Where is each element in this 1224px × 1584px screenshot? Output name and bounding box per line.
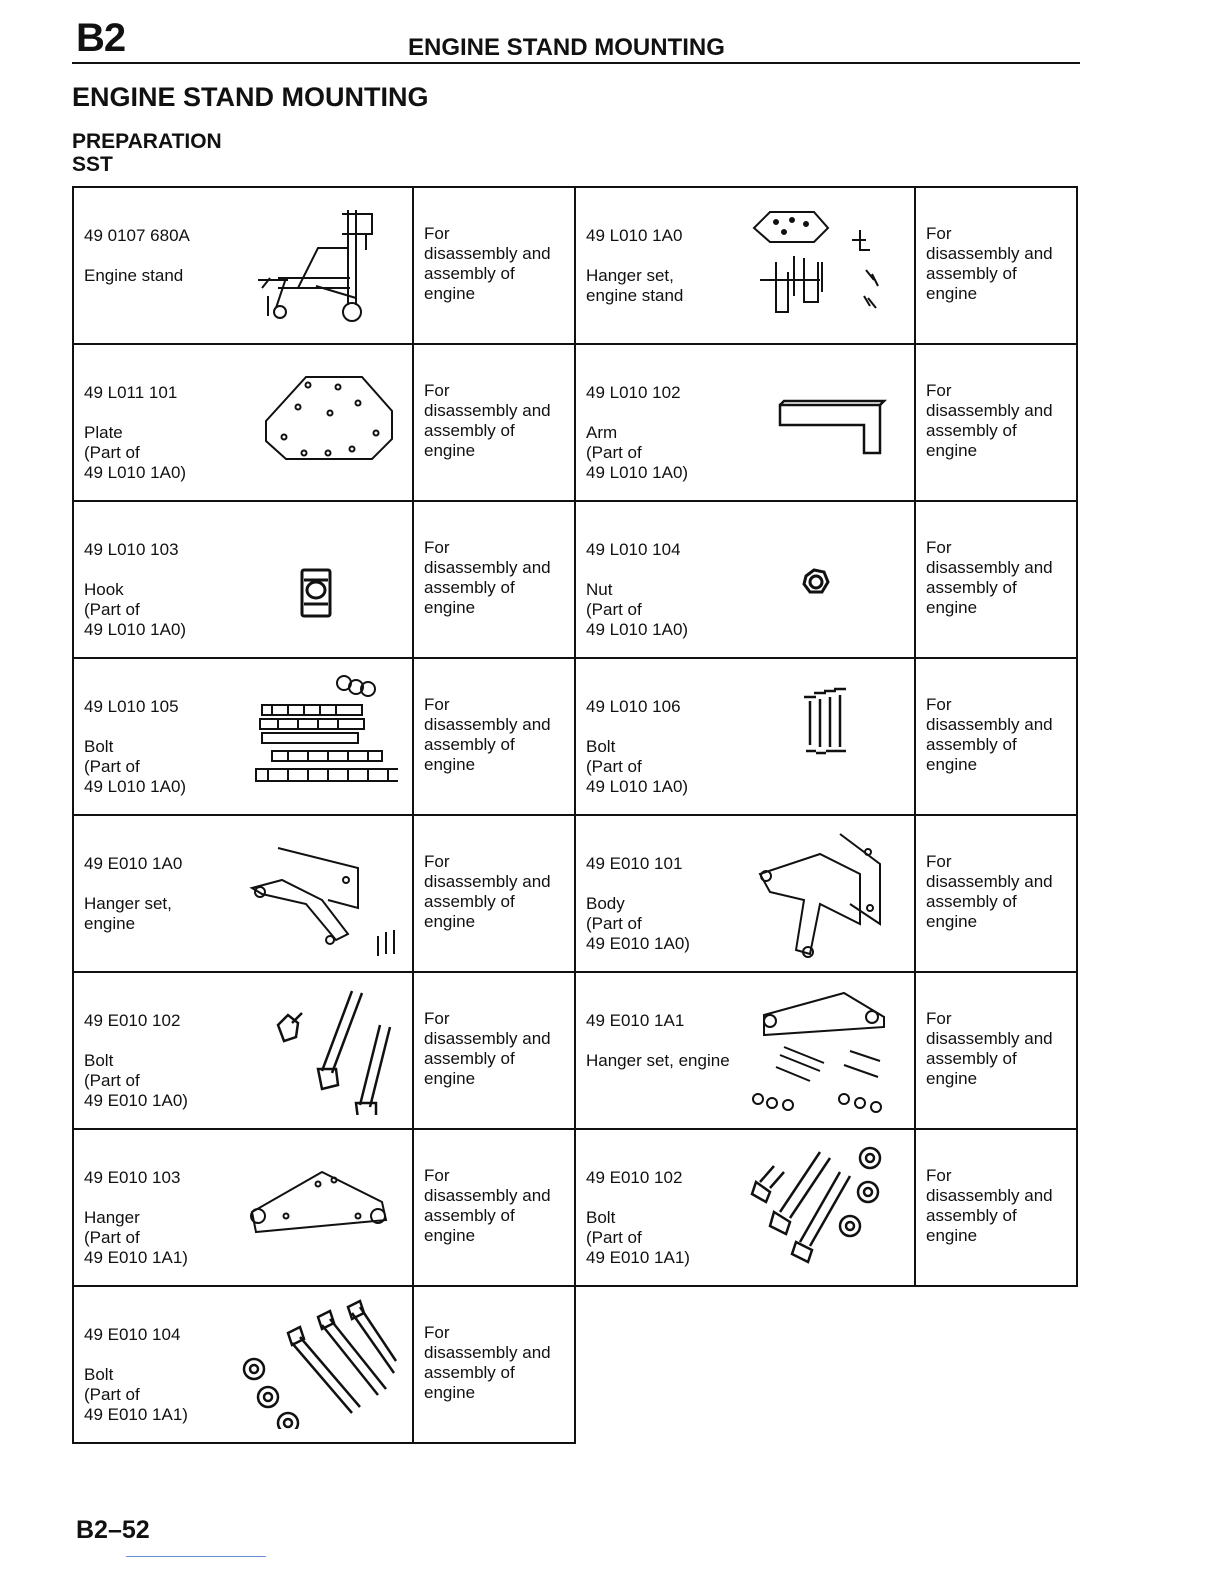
table-row bbox=[73, 1129, 1077, 1286]
nut-icon bbox=[740, 514, 900, 644]
use-text: For disassembly and assembly of engine bbox=[424, 852, 551, 931]
part-description: Hanger set, engine stand bbox=[586, 266, 684, 305]
part-number: 49 0107 680A bbox=[84, 226, 190, 245]
section-label: B2 bbox=[76, 16, 126, 60]
use-cell bbox=[915, 187, 1077, 344]
body-bracket-icon bbox=[740, 828, 900, 958]
part-description: Arm (Part of 49 L010 1A0) bbox=[586, 423, 689, 482]
sst-table bbox=[72, 186, 1078, 1444]
part-number: 49 L010 105 bbox=[84, 697, 179, 716]
use-text: For disassembly and assembly of engine bbox=[424, 695, 551, 774]
part-number: 49 E010 101 bbox=[586, 854, 683, 873]
use-text: For disassembly and assembly of engine bbox=[926, 1166, 1053, 1245]
use-text: For disassembly and assembly of engine bbox=[424, 1323, 551, 1402]
tool-cell bbox=[575, 1129, 915, 1286]
table-row bbox=[73, 972, 1077, 1129]
use-text: For disassembly and assembly of engine bbox=[926, 224, 1053, 303]
part-description: Bolt (Part of 49 L010 1A0) bbox=[84, 737, 187, 796]
use-cell bbox=[413, 815, 575, 972]
tool-cell bbox=[73, 1286, 413, 1443]
use-text: For disassembly and assembly of engine bbox=[926, 695, 1053, 774]
tool-cell bbox=[73, 972, 413, 1129]
page-title: ENGINE STAND MOUNTING bbox=[72, 82, 429, 112]
hanger-plate-icon bbox=[238, 1142, 398, 1272]
part-number: 49 L010 104 bbox=[586, 540, 681, 559]
part-description: Engine stand bbox=[84, 266, 184, 285]
tool-cell bbox=[73, 815, 413, 972]
header-rule bbox=[72, 62, 1080, 64]
use-text: For disassembly and assembly of engine bbox=[424, 538, 551, 617]
long-bolts-icon bbox=[238, 1299, 398, 1429]
tool-cell bbox=[73, 344, 413, 501]
use-text: For disassembly and assembly of engine bbox=[424, 224, 551, 303]
use-cell bbox=[413, 1129, 575, 1286]
part-number: 49 E010 1A1 bbox=[586, 1011, 685, 1030]
tool-cell bbox=[73, 187, 413, 344]
table-row bbox=[73, 658, 1077, 815]
footer-link-line bbox=[126, 1556, 266, 1557]
subheading-sst: SST bbox=[72, 153, 113, 176]
plate-icon bbox=[238, 357, 398, 487]
use-text: For disassembly and assembly of engine bbox=[926, 852, 1053, 931]
part-number: 49 E010 1A0 bbox=[84, 854, 183, 873]
table-row bbox=[73, 1286, 1077, 1443]
tool-cell bbox=[575, 815, 915, 972]
page-number: B2–52 bbox=[76, 1516, 150, 1544]
use-cell bbox=[915, 344, 1077, 501]
use-cell bbox=[413, 972, 575, 1129]
hanger-kit-icon bbox=[740, 985, 900, 1115]
use-cell bbox=[915, 1129, 1077, 1286]
part-number: 49 L010 103 bbox=[84, 540, 179, 559]
bolts-icon bbox=[238, 985, 398, 1115]
tool-cell bbox=[575, 344, 915, 501]
tool-cell bbox=[73, 658, 413, 815]
part-number: 49 L010 102 bbox=[586, 383, 681, 402]
bolts-washers-icon bbox=[740, 1142, 900, 1272]
use-text: For disassembly and assembly of engine bbox=[424, 1166, 551, 1245]
use-text: For disassembly and assembly of engine bbox=[926, 381, 1053, 460]
table-row bbox=[73, 344, 1077, 501]
use-text: For disassembly and assembly of engine bbox=[424, 381, 551, 460]
part-number: 49 E010 102 bbox=[84, 1011, 181, 1030]
part-description: Nut (Part of 49 L010 1A0) bbox=[586, 580, 689, 639]
part-number: 49 L010 1A0 bbox=[586, 226, 683, 245]
use-text: For disassembly and assembly of engine bbox=[926, 538, 1053, 617]
tool-cell bbox=[575, 501, 915, 658]
tool-cell bbox=[575, 972, 915, 1129]
hook-icon bbox=[238, 514, 398, 644]
subheading bbox=[72, 130, 222, 176]
hanger-bracket-icon bbox=[238, 828, 398, 958]
bolts-vertical-icon bbox=[740, 671, 900, 801]
part-description: Plate (Part of 49 L010 1A0) bbox=[84, 423, 187, 482]
part-description: Hanger set, engine bbox=[84, 894, 172, 933]
use-cell bbox=[413, 344, 575, 501]
use-text: For disassembly and assembly of engine bbox=[424, 1009, 551, 1088]
part-description: Bolt (Part of 49 E010 1A1) bbox=[84, 1365, 188, 1424]
tool-cell bbox=[73, 501, 413, 658]
hanger-set-icon bbox=[740, 200, 900, 330]
part-number: 49 E010 102 bbox=[586, 1168, 683, 1187]
bolt-set-icon bbox=[238, 671, 398, 801]
table-row bbox=[73, 187, 1077, 344]
table-row bbox=[73, 501, 1077, 658]
use-cell bbox=[915, 972, 1077, 1129]
use-cell bbox=[413, 1286, 575, 1443]
running-title: ENGINE STAND MOUNTING bbox=[408, 34, 725, 61]
table-row bbox=[73, 815, 1077, 972]
tool-cell bbox=[575, 187, 915, 344]
use-cell bbox=[413, 187, 575, 344]
use-cell bbox=[915, 501, 1077, 658]
use-text: For disassembly and assembly of engine bbox=[926, 1009, 1053, 1088]
part-description: Hook (Part of 49 L010 1A0) bbox=[84, 580, 187, 639]
part-description: Bolt (Part of 49 E010 1A1) bbox=[586, 1208, 690, 1267]
use-cell bbox=[413, 501, 575, 658]
arm-icon bbox=[740, 357, 900, 487]
part-description: Bolt (Part of 49 L010 1A0) bbox=[586, 737, 689, 796]
use-cell bbox=[413, 658, 575, 815]
tool-cell bbox=[575, 658, 915, 815]
part-description: Body (Part of 49 E010 1A0) bbox=[586, 894, 690, 953]
part-number: 49 E010 103 bbox=[84, 1168, 181, 1187]
part-number: 49 L010 106 bbox=[586, 697, 681, 716]
use-cell bbox=[915, 815, 1077, 972]
tool-cell bbox=[73, 1129, 413, 1286]
part-description: Bolt (Part of 49 E010 1A0) bbox=[84, 1051, 188, 1110]
part-description: Hanger (Part of 49 E010 1A1) bbox=[84, 1208, 188, 1267]
engine-stand-icon bbox=[238, 200, 398, 330]
part-number: 49 L011 101 bbox=[84, 383, 178, 402]
subheading-preparation: PREPARATION bbox=[72, 130, 222, 153]
use-cell bbox=[915, 658, 1077, 815]
part-number: 49 E010 104 bbox=[84, 1325, 181, 1344]
part-description: Hanger set, engine bbox=[586, 1051, 730, 1070]
